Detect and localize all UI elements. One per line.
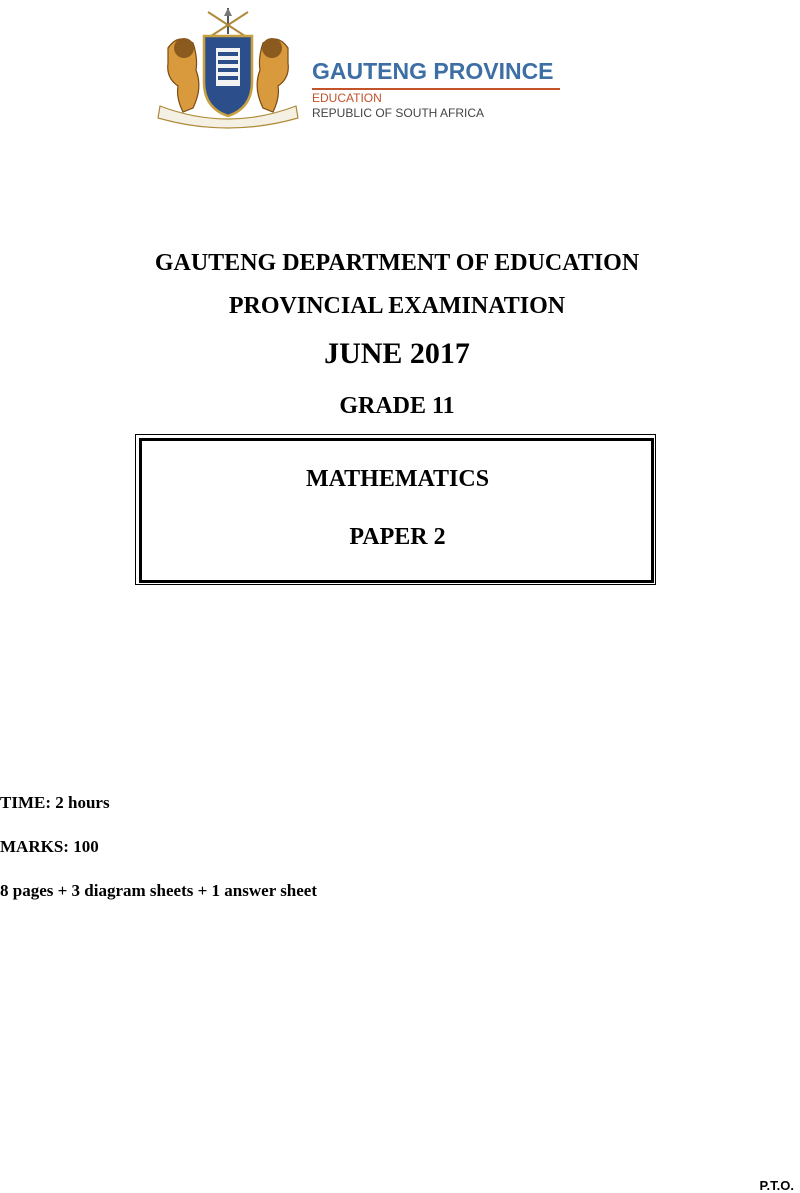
- marks-info: MARKS: 100: [0, 837, 99, 856]
- pages-info: 8 pages + 3 diagram sheets + 1 answer sheet: [0, 881, 318, 900]
- subject-label: MATHEMATICS: [305, 466, 490, 492]
- brand-department: EDUCATION: [312, 91, 382, 105]
- brand-underline: [312, 88, 560, 90]
- exam-title: PROVINCIAL EXAMINATION: [228, 293, 566, 319]
- paper-label: PAPER 2: [349, 524, 446, 550]
- coat-of-arms-icon: [148, 8, 308, 130]
- grade-label: GRADE 11: [339, 393, 455, 419]
- brand-title: GAUTENG PROVINCE: [312, 58, 554, 84]
- pto-footer: P.T.O.: [759, 1178, 794, 1193]
- department-title: GAUTENG DEPARTMENT OF EDUCATION: [154, 250, 640, 276]
- exam-session: JUNE 2017: [324, 337, 470, 370]
- subject-box-inner-border: [139, 438, 654, 583]
- time-info: TIME: 2 hours: [0, 793, 110, 812]
- brand-country: REPUBLIC OF SOUTH AFRICA: [312, 106, 485, 120]
